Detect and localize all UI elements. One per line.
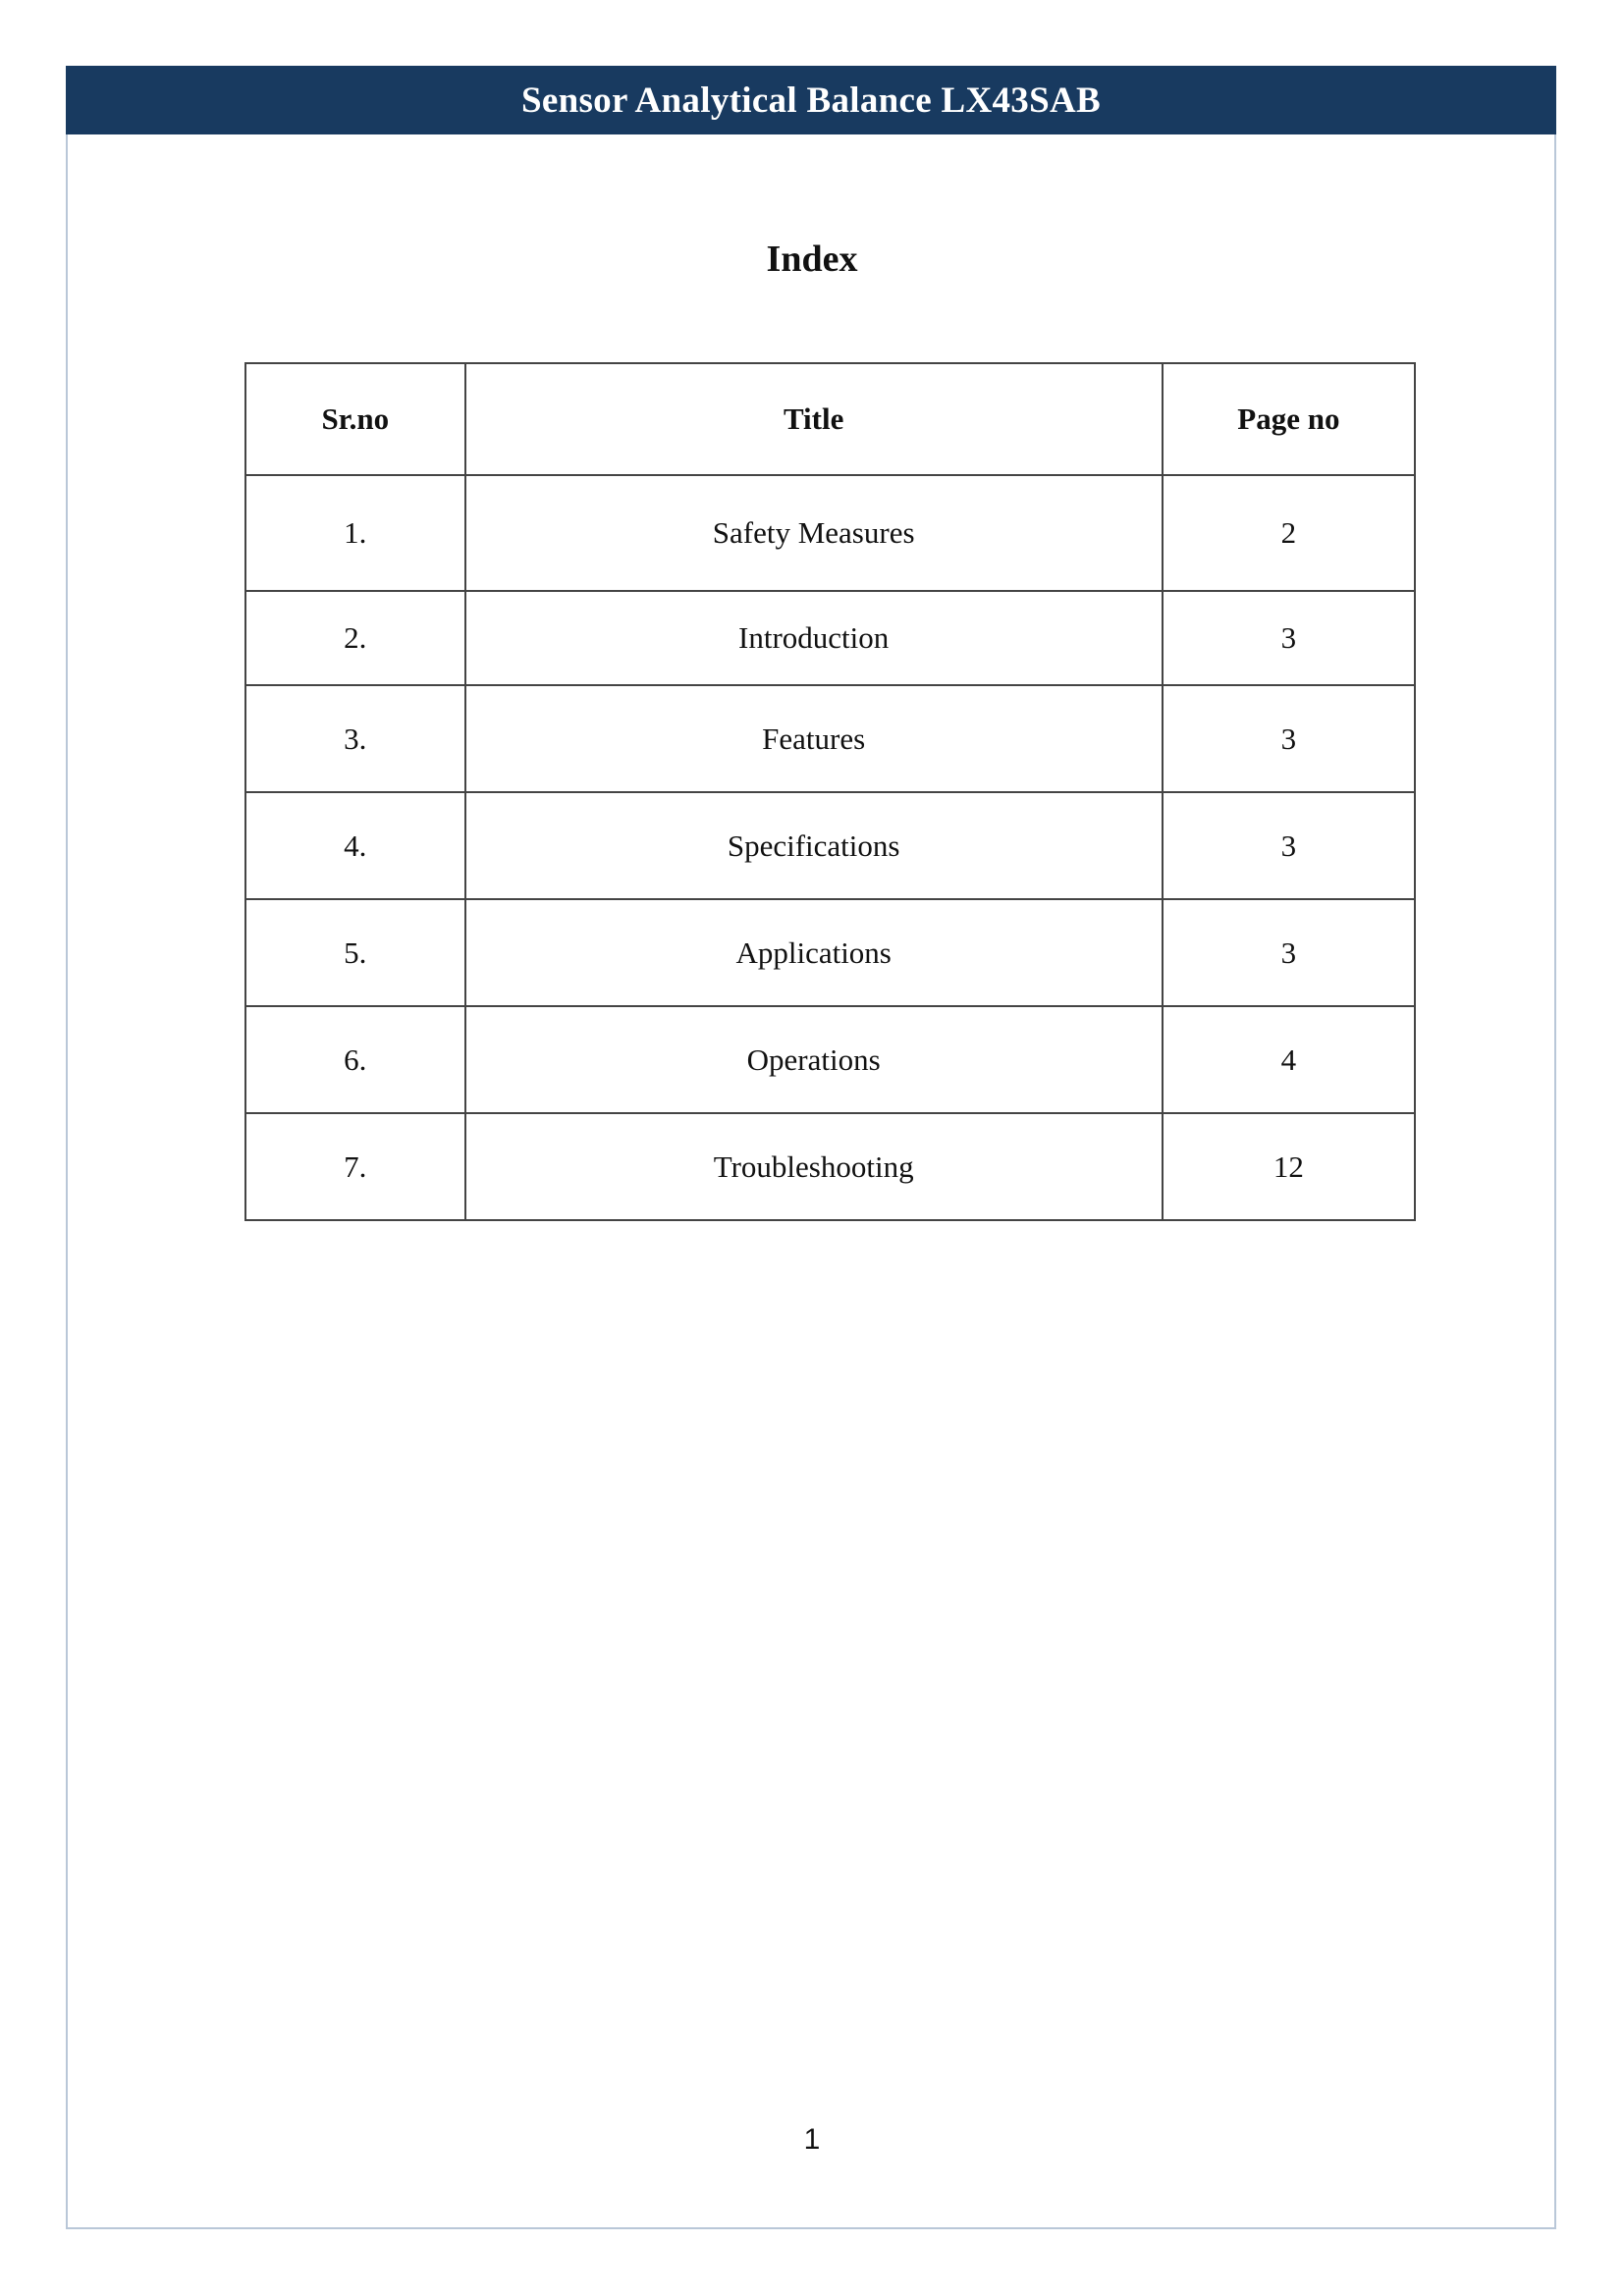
table-row <box>245 591 1415 685</box>
page-no-cell: 3 <box>1163 792 1415 899</box>
title-cell: Applications <box>465 899 1163 1006</box>
table-row <box>245 685 1415 792</box>
sr-no-cell: 7. <box>245 1113 465 1220</box>
title-cell: Operations <box>465 1006 1163 1113</box>
page-no-cell: 2 <box>1163 475 1415 591</box>
table-row <box>245 792 1415 899</box>
page-no-cell: 12 <box>1163 1113 1415 1220</box>
page-number: 1 <box>803 2123 821 2156</box>
index-table <box>244 362 1416 1221</box>
sr-no-cell: 6. <box>245 1006 465 1113</box>
page-no-cell: 3 <box>1163 591 1415 685</box>
sr-no-cell: 5. <box>245 899 465 1006</box>
table-row <box>245 475 1415 591</box>
title-cell: Specifications <box>465 792 1163 899</box>
page-no-cell: 4 <box>1163 1006 1415 1113</box>
column-header-title: Title <box>465 363 1163 475</box>
title-cell: Troubleshooting <box>465 1113 1163 1220</box>
table-row <box>245 899 1415 1006</box>
table-row <box>245 1006 1415 1113</box>
title-cell: Safety Measures <box>465 475 1163 591</box>
index-heading: Index <box>766 239 858 280</box>
document-header-title: Sensor Analytical Balance LX43SAB <box>521 80 1101 121</box>
sr-no-cell: 4. <box>245 792 465 899</box>
column-header-page-no: Page no <box>1163 363 1415 475</box>
page-no-cell: 3 <box>1163 685 1415 792</box>
sr-no-cell: 2. <box>245 591 465 685</box>
column-header-sr-no: Sr.no <box>245 363 465 475</box>
table-row <box>245 1113 1415 1220</box>
title-cell: Introduction <box>465 591 1163 685</box>
page-no-cell: 3 <box>1163 899 1415 1006</box>
title-cell: Features <box>465 685 1163 792</box>
document-header-bar <box>66 66 1556 134</box>
sr-no-cell: 3. <box>245 685 465 792</box>
sr-no-cell: 1. <box>245 475 465 591</box>
table-header-row <box>245 363 1415 475</box>
